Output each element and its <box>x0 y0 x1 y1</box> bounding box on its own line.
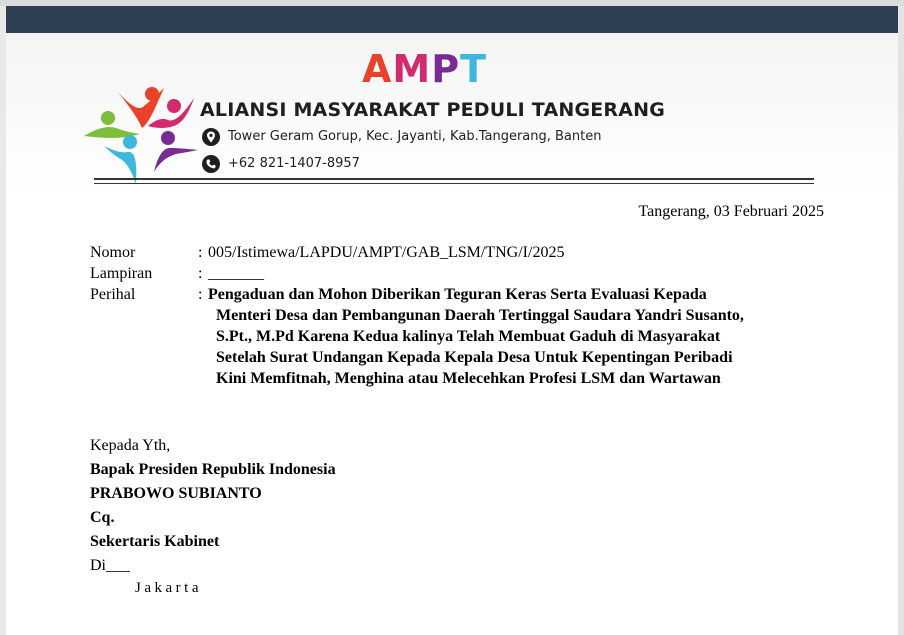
nomor-colon: : <box>198 244 203 261</box>
addressee-location-prefix: Di___ <box>90 557 130 574</box>
perihal-label: Perihal <box>90 286 136 303</box>
subject-line: Menteri Desa dan Pembangunan Daerah Tertinggal Saudara Yandri Susanto, <box>216 307 744 324</box>
acronym-letter-t: T <box>460 47 488 91</box>
acronym-letter-m: M <box>392 47 432 91</box>
letter-date: Tangerang, 03 Februari 2025 <box>638 203 824 220</box>
acronym-letter-p: P <box>431 47 461 91</box>
acronym-letter-a: A <box>362 47 393 91</box>
addressee-title: Bapak Presiden Republik Indonesia <box>90 461 336 478</box>
organization-name: ALIANSI MASYARAKAT PEDULI TANGERANG <box>200 99 666 121</box>
org-logo <box>82 84 200 184</box>
address-row <box>202 128 601 146</box>
lampiran-label: Lampiran <box>90 265 153 282</box>
perihal-row <box>90 284 820 389</box>
letter-metadata <box>90 242 820 389</box>
lampiran-row <box>90 263 820 284</box>
page-right-margin <box>898 6 904 635</box>
letterhead-color-band <box>6 6 898 33</box>
lampiran-value: _______ <box>208 265 264 282</box>
addressee-block <box>90 434 336 578</box>
addressee-cq: Cq. <box>90 509 115 526</box>
lampiran-colon: : <box>198 265 203 282</box>
nomor-value: 005/Istimewa/LAPDU/AMPT/GAB_LSM/TNG/I/2025 <box>208 244 565 261</box>
org-acronym <box>362 48 487 90</box>
addressee-city: Jakarta <box>135 580 202 596</box>
document-page <box>6 6 898 635</box>
nomor-row <box>90 242 820 263</box>
addressee-name: PRABOWO SUBIANTO <box>90 485 262 502</box>
subject-line: Kini Memfitnah, Menghina atau Melecehkan Profesi LSM dan Wartawan <box>216 370 721 387</box>
perihal-colon: : <box>198 286 203 303</box>
address-text: Tower Geram Gorup, Kec. Jayanti, Kab.Tangerang, Banten <box>228 129 602 144</box>
addressee-office: Sekertaris Kabinet <box>90 533 220 550</box>
subject-line: Pengaduan dan Mohon Diberikan Teguran Keras Serta Evaluasi Kepada <box>208 286 707 303</box>
nomor-label: Nomor <box>90 244 136 261</box>
subject-line: Setelah Surat Undangan Kepada Kepala Desa Untuk Kepentingan Peribadi <box>216 349 733 366</box>
location-pin-icon <box>202 128 220 146</box>
perihal-subject <box>208 284 820 389</box>
letterhead-divider-thick <box>94 178 814 180</box>
phone-text: +62 821-1407-8957 <box>228 156 360 171</box>
subject-line: S.Pt., M.Pd Karena Kedua kalinya Telah Membuat Gaduh di Masyarakat <box>216 328 721 345</box>
phone-row <box>202 155 360 173</box>
letterhead-divider-thin <box>94 183 814 184</box>
phone-icon <box>202 155 220 173</box>
addressee-greeting: Kepada Yth, <box>90 437 171 454</box>
